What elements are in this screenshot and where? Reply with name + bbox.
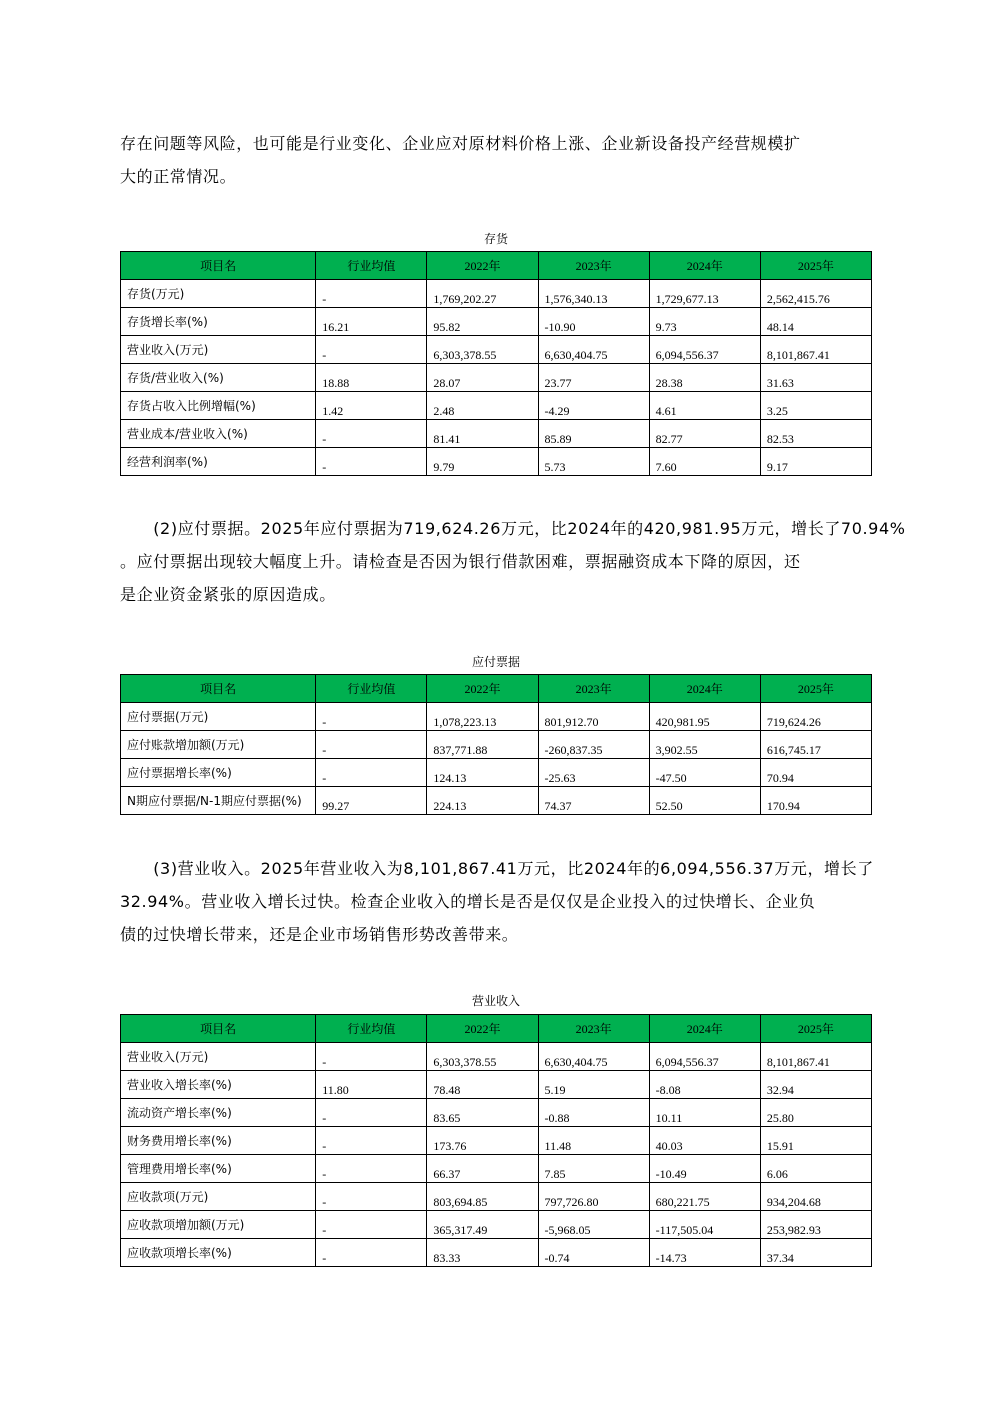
table-row <box>121 364 872 392</box>
row-label-cell: 财务费用增长率(%) <box>121 1127 316 1155</box>
table-row <box>121 1239 872 1267</box>
column-header: 2024年 <box>649 252 760 280</box>
row-label-cell: 存货/营业收入(%) <box>121 364 316 392</box>
row-label-cell: 营业收入(万元) <box>121 336 316 364</box>
table-row <box>121 759 872 787</box>
row-label-cell: 营业收入(万元) <box>121 1043 316 1071</box>
row-label-cell: 应收款项增长率(%) <box>121 1239 316 1267</box>
value-cell: 173.76 <box>427 1127 538 1155</box>
value-cell: 37.34 <box>760 1239 871 1267</box>
value-cell: -5,968.05 <box>538 1211 649 1239</box>
table-row <box>121 280 872 308</box>
table-row <box>121 1043 872 1071</box>
row-label-cell: 营业收入增长率(%) <box>121 1071 316 1099</box>
row-label-cell: 应收款项(万元) <box>121 1183 316 1211</box>
table-row <box>121 1155 872 1183</box>
value-cell: 95.82 <box>427 308 538 336</box>
value-cell: 3.25 <box>760 392 871 420</box>
value-cell: 170.94 <box>760 787 871 815</box>
value-cell: 1,769,202.27 <box>427 280 538 308</box>
value-cell: 10.11 <box>649 1099 760 1127</box>
value-cell: 70.94 <box>760 759 871 787</box>
table-row <box>121 420 872 448</box>
inventory-table <box>120 251 872 476</box>
value-cell: 797,726.80 <box>538 1183 649 1211</box>
value-cell: -8.08 <box>649 1071 760 1099</box>
value-cell: 224.13 <box>427 787 538 815</box>
value-cell: 616,745.17 <box>760 731 871 759</box>
value-cell: 2,562,415.76 <box>760 280 871 308</box>
value-cell: 82.53 <box>760 420 871 448</box>
value-cell: 8,101,867.41 <box>760 336 871 364</box>
table-header-row <box>121 252 872 280</box>
value-cell: 5.73 <box>538 448 649 476</box>
value-cell: 6,630,404.75 <box>538 1043 649 1071</box>
value-cell: -117,505.04 <box>649 1211 760 1239</box>
value-cell: 40.03 <box>649 1127 760 1155</box>
value-cell: 9.17 <box>760 448 871 476</box>
value-cell: 18.88 <box>316 364 427 392</box>
intro-line: 大的正常情况。 <box>120 167 237 186</box>
value-cell: - <box>316 1239 427 1267</box>
value-cell: 6.06 <box>760 1155 871 1183</box>
row-label-cell: 应付票据增长率(%) <box>121 759 316 787</box>
value-cell: 16.21 <box>316 308 427 336</box>
value-cell: 15.91 <box>760 1127 871 1155</box>
column-header: 2024年 <box>649 1015 760 1043</box>
value-cell: 82.77 <box>649 420 760 448</box>
value-cell: - <box>316 759 427 787</box>
value-cell: 78.48 <box>427 1071 538 1099</box>
value-cell: 6,303,378.55 <box>427 336 538 364</box>
value-cell: -14.73 <box>649 1239 760 1267</box>
value-cell: 74.37 <box>538 787 649 815</box>
row-label-cell: 存货增长率(%) <box>121 308 316 336</box>
value-cell: 83.65 <box>427 1099 538 1127</box>
value-cell: 934,204.68 <box>760 1183 871 1211</box>
table-caption-notes-payable: 应付票据 <box>471 655 520 669</box>
value-cell: -10.90 <box>538 308 649 336</box>
table-row <box>121 787 872 815</box>
revenue-paragraph <box>120 852 880 951</box>
value-cell: - <box>316 448 427 476</box>
value-cell: 837,771.88 <box>427 731 538 759</box>
revenue-line: (3)营业收入。2025年营业收入为8,101,867.41万元，比2024年的6,094,556.37万元，增长了 <box>120 859 874 878</box>
notes-payable-table <box>120 674 872 815</box>
value-cell: -0.88 <box>538 1099 649 1127</box>
column-header: 2024年 <box>649 675 760 703</box>
value-cell: - <box>316 703 427 731</box>
value-cell: 48.14 <box>760 308 871 336</box>
row-label-cell: 应付票据(万元) <box>121 703 316 731</box>
value-cell: - <box>316 1211 427 1239</box>
row-label-cell: 应付账款增加额(万元) <box>121 731 316 759</box>
value-cell: - <box>316 1099 427 1127</box>
row-label-cell: 管理费用增长率(%) <box>121 1155 316 1183</box>
value-cell: 52.50 <box>649 787 760 815</box>
value-cell: - <box>316 336 427 364</box>
column-header: 行业均值 <box>316 1015 427 1043</box>
notes-payable-line: 是企业资金紧张的原因造成。 <box>120 585 336 604</box>
notes-payable-line: 。应付票据出现较大幅度上升。请检查是否因为银行借款困难，票据融资成本下降的原因，还 <box>120 552 801 571</box>
value-cell: 9.79 <box>427 448 538 476</box>
value-cell: 3,902.55 <box>649 731 760 759</box>
value-cell: 124.13 <box>427 759 538 787</box>
table-row <box>121 1183 872 1211</box>
value-cell: 365,317.49 <box>427 1211 538 1239</box>
table-row <box>121 336 872 364</box>
value-cell: - <box>316 280 427 308</box>
value-cell: 801,912.70 <box>538 703 649 731</box>
value-cell: -10.49 <box>649 1155 760 1183</box>
intro-line: 存在问题等风险，也可能是行业变化、企业应对原材料价格上涨、企业新设备投产经营规模扩 <box>120 134 801 153</box>
value-cell: -0.74 <box>538 1239 649 1267</box>
value-cell: 5.19 <box>538 1071 649 1099</box>
column-header: 2025年 <box>760 252 871 280</box>
value-cell: - <box>316 1183 427 1211</box>
value-cell: 6,303,378.55 <box>427 1043 538 1071</box>
column-header: 2022年 <box>427 675 538 703</box>
table-header-row <box>121 1015 872 1043</box>
column-header: 行业均值 <box>316 252 427 280</box>
column-header: 项目名 <box>121 1015 316 1043</box>
value-cell: 7.85 <box>538 1155 649 1183</box>
column-header: 项目名 <box>121 252 316 280</box>
notes-payable-line: (2)应付票据。2025年应付票据为719,624.26万元，比2024年的420,981.95万元，增长了70.94% <box>120 519 906 538</box>
value-cell: 803,694.85 <box>427 1183 538 1211</box>
value-cell: 99.27 <box>316 787 427 815</box>
intro-paragraph <box>120 127 880 193</box>
value-cell: -47.50 <box>649 759 760 787</box>
value-cell: 9.73 <box>649 308 760 336</box>
value-cell: 253,982.93 <box>760 1211 871 1239</box>
row-label-cell: 存货(万元) <box>121 280 316 308</box>
value-cell: 1,078,223.13 <box>427 703 538 731</box>
value-cell: 1.42 <box>316 392 427 420</box>
value-cell: - <box>316 1127 427 1155</box>
revenue-table <box>120 1014 872 1267</box>
column-header: 2022年 <box>427 1015 538 1043</box>
table-caption-revenue: 营业收入 <box>471 994 520 1008</box>
value-cell: 81.41 <box>427 420 538 448</box>
value-cell: 8,101,867.41 <box>760 1043 871 1071</box>
value-cell: 719,624.26 <box>760 703 871 731</box>
value-cell: 31.63 <box>760 364 871 392</box>
value-cell: 83.33 <box>427 1239 538 1267</box>
value-cell: 680,221.75 <box>649 1183 760 1211</box>
table-row <box>121 448 872 476</box>
value-cell: - <box>316 731 427 759</box>
row-label-cell: 存货占收入比例增幅(%) <box>121 392 316 420</box>
value-cell: 1,729,677.13 <box>649 280 760 308</box>
value-cell: 23.77 <box>538 364 649 392</box>
value-cell: -25.63 <box>538 759 649 787</box>
value-cell: - <box>316 420 427 448</box>
value-cell: 11.80 <box>316 1071 427 1099</box>
value-cell: 4.61 <box>649 392 760 420</box>
column-header: 2025年 <box>760 675 871 703</box>
value-cell: 2.48 <box>427 392 538 420</box>
row-label-cell: 应收款项增加额(万元) <box>121 1211 316 1239</box>
table-row <box>121 1127 872 1155</box>
value-cell: 66.37 <box>427 1155 538 1183</box>
value-cell: 7.60 <box>649 448 760 476</box>
value-cell: 6,094,556.37 <box>649 336 760 364</box>
value-cell: 28.07 <box>427 364 538 392</box>
table-row <box>121 392 872 420</box>
value-cell: 6,630,404.75 <box>538 336 649 364</box>
table-row <box>121 703 872 731</box>
value-cell: 28.38 <box>649 364 760 392</box>
value-cell: -4.29 <box>538 392 649 420</box>
value-cell: 1,576,340.13 <box>538 280 649 308</box>
table-row <box>121 308 872 336</box>
value-cell: 11.48 <box>538 1127 649 1155</box>
value-cell: 6,094,556.37 <box>649 1043 760 1071</box>
table-caption-inventory: 存货 <box>483 232 508 246</box>
column-header: 2025年 <box>760 1015 871 1043</box>
table-row <box>121 1071 872 1099</box>
table-row <box>121 1211 872 1239</box>
value-cell: 85.89 <box>538 420 649 448</box>
row-label-cell: 经营利润率(%) <box>121 448 316 476</box>
value-cell: 32.94 <box>760 1071 871 1099</box>
revenue-line: 32.94%。营业收入增长过快。检查企业收入的增长是否是仅仅是企业投入的过快增长、企业负 <box>120 892 816 911</box>
value-cell: 420,981.95 <box>649 703 760 731</box>
value-cell: - <box>316 1155 427 1183</box>
table-header-row <box>121 675 872 703</box>
revenue-line: 债的过快增长带来，还是企业市场销售形势改善带来。 <box>120 925 519 944</box>
column-header: 2023年 <box>538 252 649 280</box>
column-header: 2023年 <box>538 675 649 703</box>
column-header: 项目名 <box>121 675 316 703</box>
column-header: 2022年 <box>427 252 538 280</box>
column-header: 行业均值 <box>316 675 427 703</box>
table-row <box>121 731 872 759</box>
row-label-cell: 流动资产增长率(%) <box>121 1099 316 1127</box>
table-row <box>121 1099 872 1127</box>
row-label-cell: N期应付票据/N-1期应付票据(%) <box>121 787 316 815</box>
value-cell: - <box>316 1043 427 1071</box>
value-cell: 25.80 <box>760 1099 871 1127</box>
value-cell: -260,837.35 <box>538 731 649 759</box>
column-header: 2023年 <box>538 1015 649 1043</box>
notes-payable-paragraph <box>120 512 906 611</box>
row-label-cell: 营业成本/营业收入(%) <box>121 420 316 448</box>
